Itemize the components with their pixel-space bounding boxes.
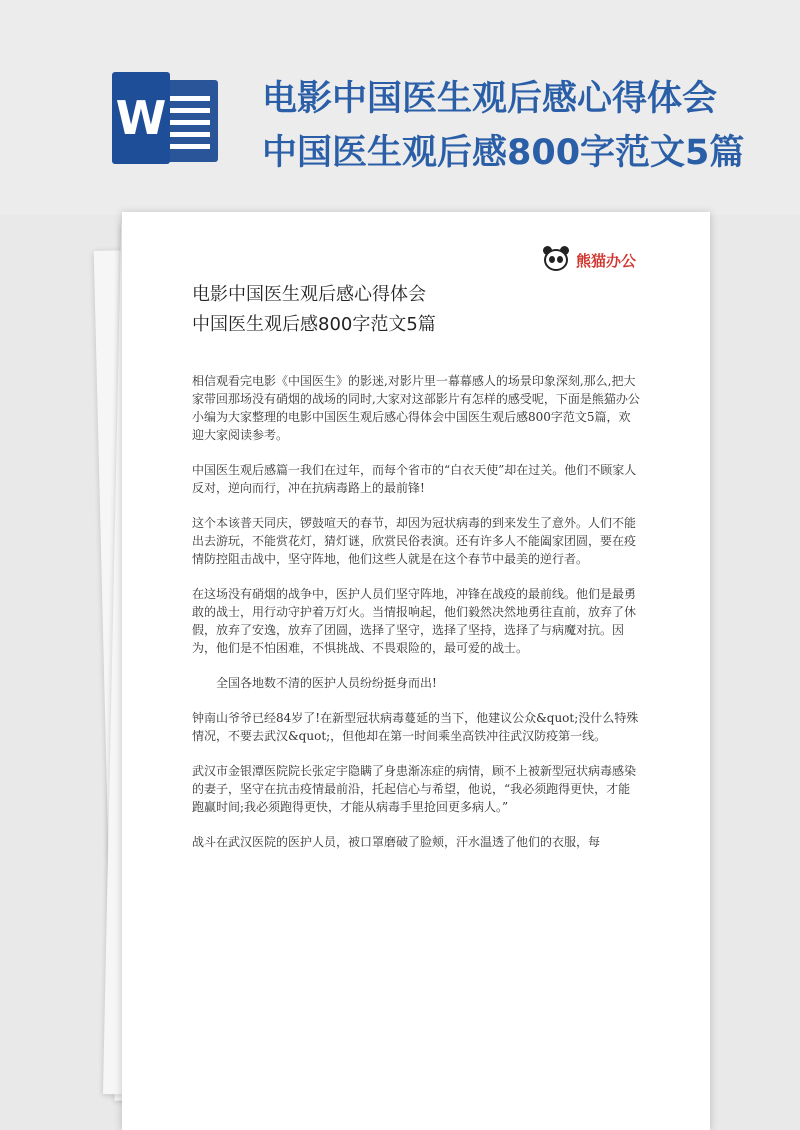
- word-letter: W: [112, 72, 170, 164]
- panda-icon: [542, 246, 570, 274]
- banner-title-line2: 中国医生观后感800字范文5篇: [262, 133, 745, 173]
- document-title-line2: 中国医生观后感800字范文5篇: [192, 314, 436, 335]
- banner-title: [262, 72, 744, 180]
- paragraph: 武汉市金银潭医院院长张定宇隐瞒了身患渐冻症的病情，顾不上被新型冠状病毒感染的妻子，坚守在抗击疫情最前沿，托起信心与希望，他说，“我必须跑得更快，才能跑赢时间;我必须跑得更快，才能从病毒手里抢回更多病人。”: [192, 764, 637, 814]
- document-page: [122, 212, 710, 1130]
- paragraph-intro: 相信观看完电影《中国医生》的影迷,对影片里一幕幕感人的场景印象深刻,那么,把大家带回那场没有硝烟的战场的同时,大家对这部影片有怎样的感受呢，下面是熊猫办公小编为大家整理的电影中国医生观后感心得体会中国医生观后感800字范文5篇，欢迎大家阅读参考。: [192, 374, 640, 442]
- brand-logo: [542, 246, 636, 274]
- document-title: [192, 280, 436, 340]
- document-body: [192, 372, 640, 868]
- banner-title-line1: 电影中国医生观后感心得体会: [262, 79, 718, 119]
- word-document-icon: [112, 72, 220, 164]
- paragraph: 这个本该普天同庆，锣鼓喧天的春节，却因为冠状病毒的到来发生了意外。人们不能出去游玩，不能赏花灯，猜灯谜，欣赏民俗表演。还有许多人不能阖家团圆，要在疫情防控阻击战中，坚守阵地，他们这些人就是在这个春节中最美的逆行者。: [192, 516, 637, 566]
- paragraph: 全国各地数不清的医护人员纷纷挺身而出!: [216, 676, 437, 690]
- paragraph: 战斗在武汉医院的医护人员，被口罩磨破了脸颊，汗水温透了他们的衣服，每: [192, 835, 601, 849]
- document-title-line1: 电影中国医生观后感心得体会: [192, 284, 426, 305]
- paragraph: 钟南山爷爷已经84岁了!在新型冠状病毒蔓延的当下，他建议公众&quot;没什么特殊情况，不要去武汉&quot;，但他却在第一时间乘坐高铁冲往武汉防疫第一线。: [192, 711, 639, 743]
- paragraph: 在这场没有硝烟的战争中，医护人员们坚守阵地，冲锋在战疫的最前线。他们是最勇敢的战士，用行动守护着万灯火。当情报响起，他们毅然决然地勇往直前，放弃了休假，放弃了安逸，放弃了团圆，选择了坚守，选择了坚持，选择了与病魔对抗。因为，他们是不怕困难，不惧挑战、不畏艰险的，最可爱的战士。: [192, 587, 637, 655]
- header-banner: [0, 0, 800, 215]
- paragraph: 中国医生观后感篇一我们在过年，而每个省市的“白衣天使”却在过关。他们不顾家人反对，逆向而行，冲在抗病毒路上的最前锋!: [192, 463, 637, 495]
- brand-name: 熊猫办公: [575, 251, 636, 270]
